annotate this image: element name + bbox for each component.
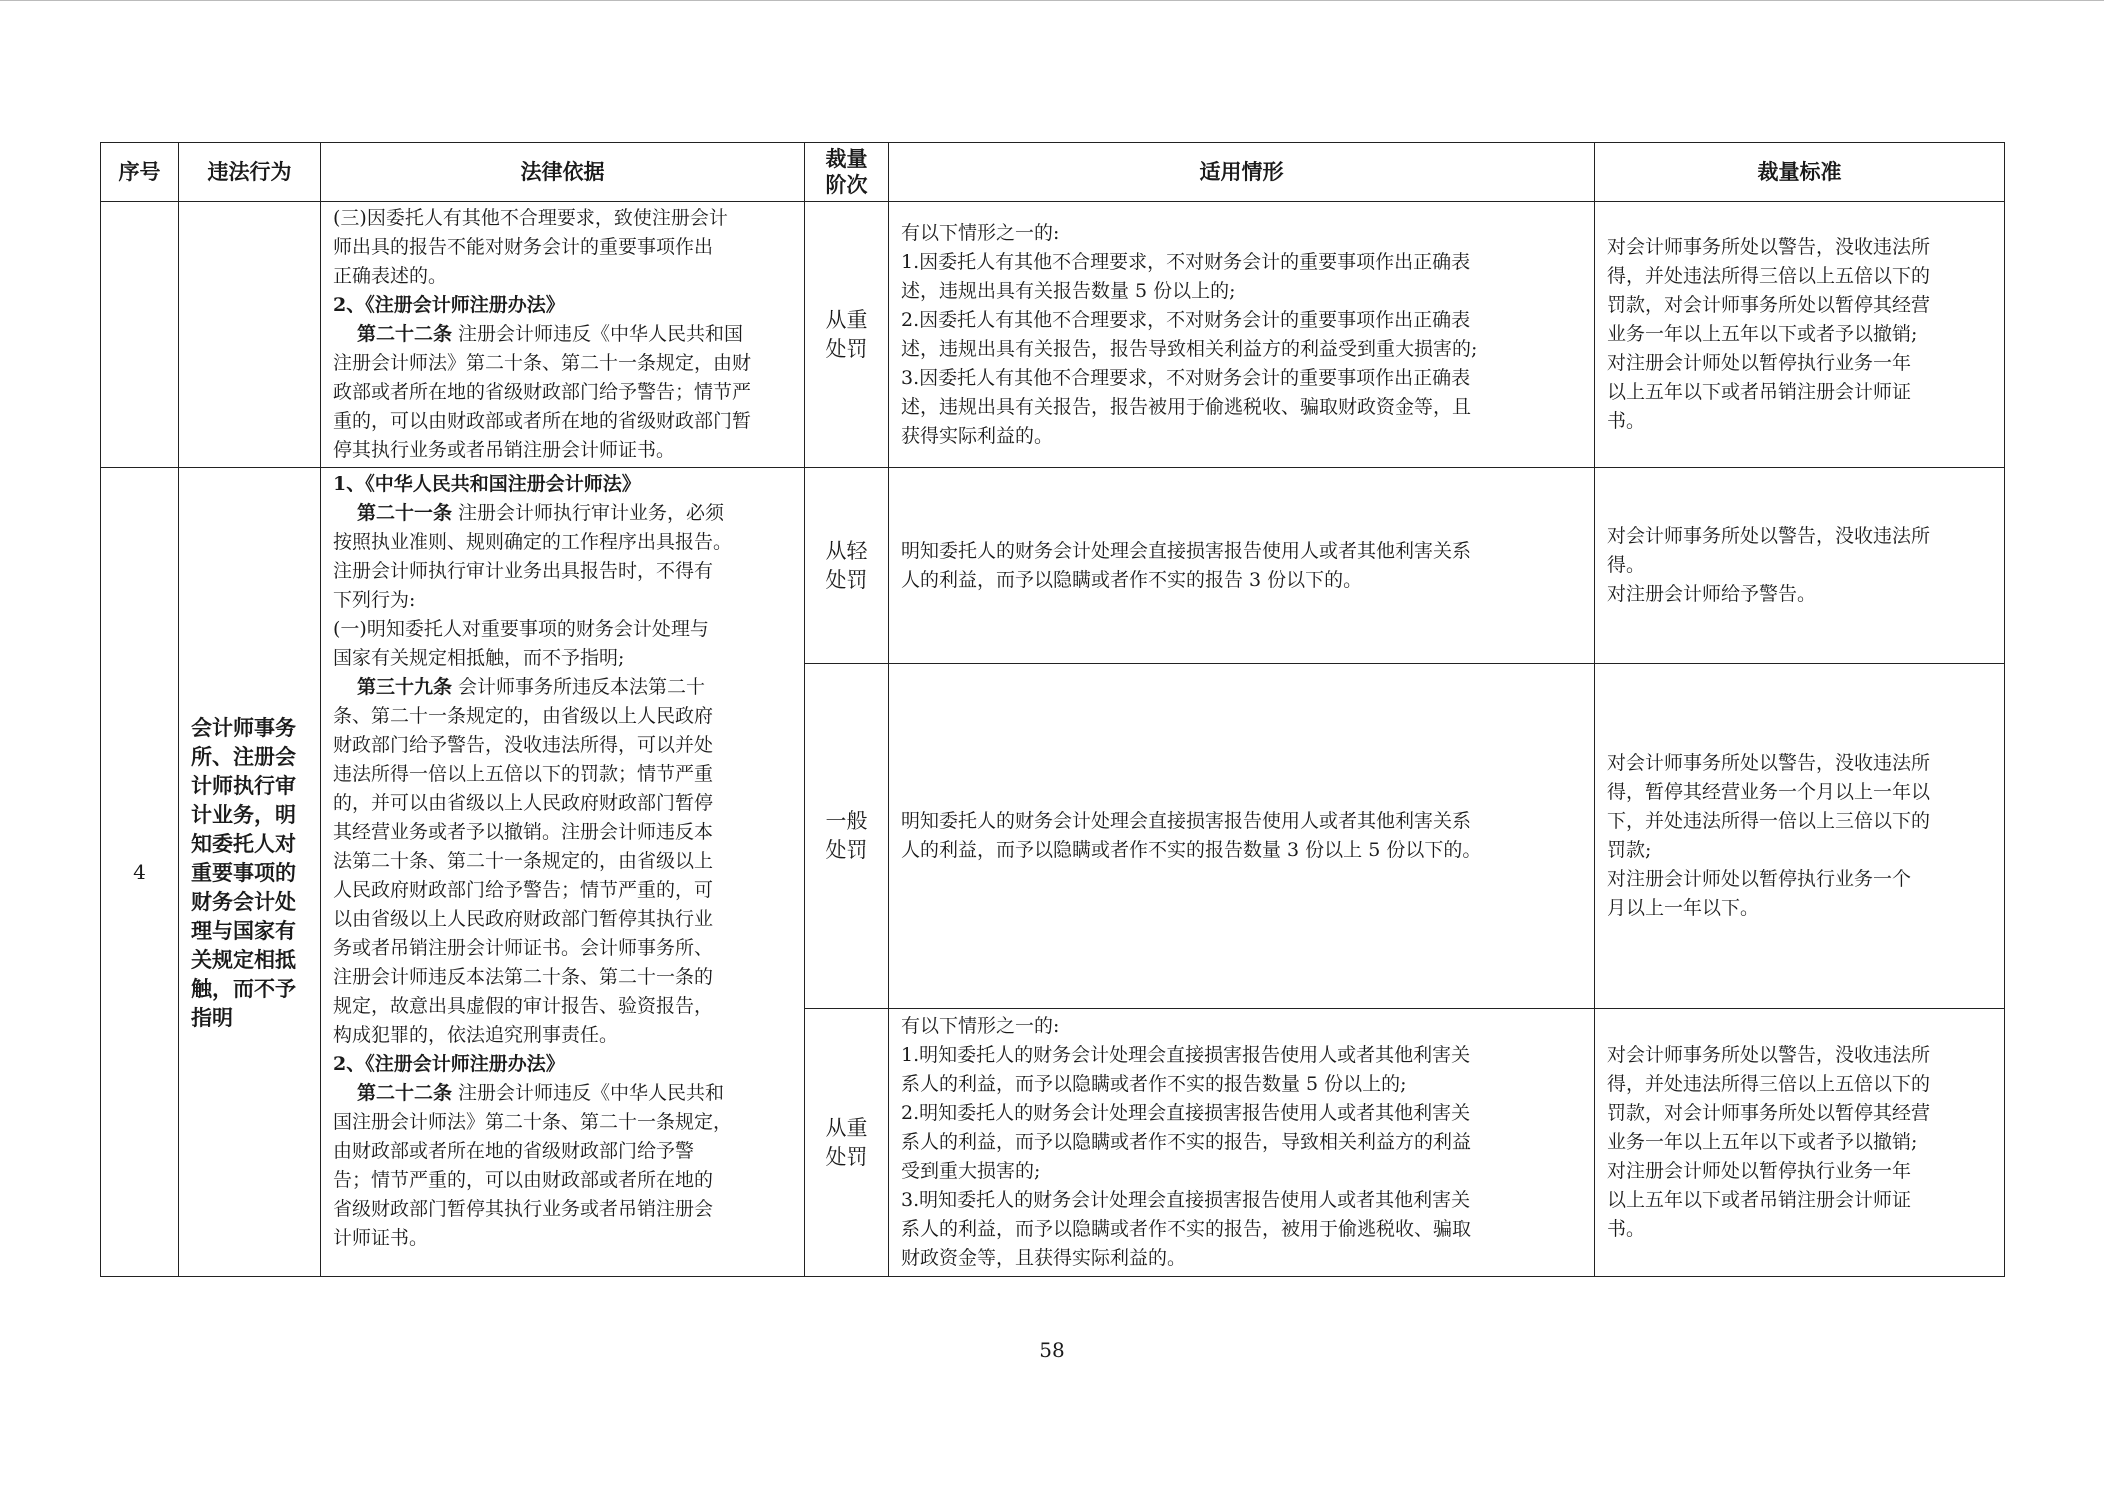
situation-line: 系人的利益，而予以隐瞒或者作不实的报告，导致相关利益方的利益 [901, 1131, 1472, 1153]
level-line2: 处罚 [825, 567, 868, 592]
cell-standard-light [1595, 468, 2005, 664]
standard-line: 对注册会计师处以暂停执行业务一年 [1607, 352, 1912, 374]
level-line1: 从轻 [825, 538, 868, 563]
standard-line: 以上五年以下或者吊销注册会计师证 [1607, 1189, 1912, 1211]
situation-text [889, 804, 1594, 868]
standard-line: 对注册会计师处以暂停执行业务一个 [1607, 868, 1912, 890]
legal-line: 注册会计师执行审计业务出具报告时，不得有 [333, 560, 714, 582]
legal-line: 法第二十条、第二十一条规定的，由省级以上 [333, 850, 714, 872]
legal-line: 财政部门给予警告，没收违法所得，可以并处 [333, 734, 714, 756]
standard-line: 罚款; [1607, 839, 1652, 861]
legal-line: 违法所得一倍以上五倍以下的罚款；情节严重 [333, 763, 714, 785]
behavior-line: 会计师事务 [191, 714, 296, 740]
standard-text [1595, 1038, 2004, 1247]
header-behavior: 违法行为 [179, 143, 321, 202]
article-text: 注册会计师违反《中华人民共和国 [452, 323, 744, 345]
level-line1: 一般 [825, 809, 868, 833]
legal-line: 正确表述的。 [333, 265, 448, 287]
cell-no: 4 [101, 468, 179, 1277]
legal-line: 重的，可以由财政部或者所在地的省级财政部门暂 [333, 410, 752, 432]
legal-line: 其经营业务或者予以撤销。注册会计师违反本 [333, 821, 714, 843]
article-number: 第三十九条 [357, 676, 453, 698]
legal-line: 下列行为: [333, 589, 416, 611]
behavior-line: 关规定相抵 [191, 946, 296, 972]
situation-line: 财政资金等，且获得实际利益的。 [901, 1247, 1187, 1269]
article-text: 注册会计师执行审计业务，必须 [452, 502, 725, 524]
behavior-line: 计师执行审 [191, 772, 296, 798]
behavior-text [179, 713, 320, 1032]
legal-title: 2、《注册会计师注册办法》 [333, 294, 565, 316]
situation-line: 系人的利益，而予以隐瞒或者作不实的报告，被用于偷逃税收、骗取 [901, 1218, 1472, 1240]
behavior-line: 指明 [191, 1004, 233, 1030]
legal-line: 条、第二十一条规定的，由省级以上人民政府 [333, 705, 714, 727]
situation-line: 2.明知委托人的财务会计处理会直接损害报告使用人或者其他利害关 [901, 1102, 1471, 1124]
cell-standard [1595, 202, 2005, 468]
legal-text [321, 468, 804, 1255]
standard-line: 业务一年以上五年以下或者予以撤销; [1607, 1131, 1918, 1153]
situation-line: 1.明知委托人的财务会计处理会直接损害报告使用人或者其他利害关 [901, 1044, 1471, 1066]
header-no: 序号 [101, 143, 179, 202]
standard-line: 对注册会计师给予警告。 [1607, 583, 1817, 605]
cell-behavior-empty [179, 202, 321, 468]
article-text: 注册会计师违反《中华人民共和 [452, 1082, 725, 1104]
standard-line: 对会计师事务所处以警告，没收违法所 [1607, 236, 1931, 258]
article-number: 第二十二条 [357, 1082, 453, 1104]
situation-line: 明知委托人的财务会计处理会直接损害报告使用人或者其他利害关系 [901, 539, 1472, 562]
standard-line: 罚款，对会计师事务所处以暂停其经营 [1607, 1102, 1931, 1124]
legal-line: 人民政府财政部门给予警告；情节严重的，可 [333, 879, 714, 901]
legal-line: 按照执业准则、规则确定的工作程序出具报告。 [333, 531, 733, 553]
legal-line: 停其执行业务或者吊销注册会计师证书。 [333, 439, 676, 461]
standard-line: 下，并处违法所得一倍以上三倍以下的 [1607, 810, 1931, 832]
legal-line: 国注册会计师法》第二十条、第二十一条规定， [333, 1111, 733, 1133]
table-row-continued [101, 202, 2005, 468]
legal-line: 师出具的报告不能对财务会计的重要事项作出 [333, 236, 714, 258]
standard-line: 得，并处违法所得三倍以上五倍以下的 [1607, 265, 1931, 287]
cell-no-empty [101, 202, 179, 468]
situation-line: 有以下情形之一的: [901, 221, 1060, 244]
standard-line: 对会计师事务所处以警告，没收违法所 [1607, 752, 1931, 774]
cell-level-general [805, 664, 889, 1009]
legal-line: 由财政部或者所在地的省级财政部门给予警 [333, 1140, 695, 1162]
situation-line: 获得实际利益的。 [901, 424, 1054, 447]
cell-situation [889, 202, 1595, 468]
standard-line: 业务一年以上五年以下或者予以撤销; [1607, 323, 1918, 345]
level-line2: 处罚 [825, 1144, 868, 1169]
legal-line: 的，并可以由省级以上人民政府财政部门暂停 [333, 792, 714, 814]
page-number: 58 [1039, 1338, 1065, 1362]
situation-line: 2.因委托人有其他不合理要求，不对财务会计的重要事项作出正确表 [901, 308, 1471, 331]
article-text: 会计师事务所违反本法第二十 [452, 676, 706, 698]
situation-line: 人的利益，而予以隐瞒或者作不实的报告数量 3 份以上 5 份以下的。 [901, 839, 1482, 861]
header-standard: 裁量标准 [1595, 143, 2005, 202]
situation-line: 述，违规出具有关报告数量 5 份以上的; [901, 279, 1236, 302]
standard-line: 月以上一年以下。 [1607, 897, 1760, 919]
legal-line: 政部或者所在地的省级财政部门给予警告；情节严 [333, 381, 752, 403]
cell-legal-basis [321, 468, 805, 1277]
behavior-line: 重要事项的 [191, 859, 296, 885]
situation-line: 1.因委托人有其他不合理要求，不对财务会计的重要事项作出正确表 [901, 250, 1471, 273]
standard-line: 罚款，对会计师事务所处以暂停其经营 [1607, 294, 1931, 316]
situation-line: 3.明知委托人的财务会计处理会直接损害报告使用人或者其他利害关 [901, 1189, 1471, 1211]
article-number: 第二十一条 [357, 502, 453, 524]
behavior-line: 财务会计处 [191, 888, 296, 914]
level-line1: 从重 [825, 307, 868, 332]
legal-line: 计师证书。 [333, 1227, 429, 1249]
table-header-row [101, 143, 2005, 202]
situation-text [889, 1009, 1594, 1276]
cell-situation-light [889, 468, 1595, 664]
legal-line: 注册会计师法》第二十条、第二十一条规定，由财 [333, 352, 752, 374]
legal-article [333, 320, 792, 349]
cell-level-heavy [805, 1009, 889, 1277]
behavior-line: 知委托人对 [191, 830, 296, 856]
legal-line: 省级财政部门暂停其执行业务或者吊销注册会 [333, 1198, 714, 1220]
standard-line: 对会计师事务所处以警告，没收违法所 [1607, 1044, 1931, 1066]
header-legal-basis: 法律依据 [321, 143, 805, 202]
header-level [805, 143, 889, 202]
header-level-line1: 裁量 [825, 146, 868, 171]
cell-level-light [805, 468, 889, 664]
cell-legal-basis [321, 202, 805, 468]
cell-level [805, 202, 889, 468]
standard-line: 对注册会计师处以暂停执行业务一年 [1607, 1160, 1912, 1182]
legal-line: 以由省级以上人民政府财政部门暂停其执行业 [333, 908, 714, 930]
legal-line: 告；情节严重的，可以由财政部或者所在地的 [333, 1169, 714, 1191]
situation-line: 受到重大损害的; [901, 1160, 1041, 1182]
situation-line: 系人的利益，而予以隐瞒或者作不实的报告数量 5 份以上的; [901, 1073, 1407, 1095]
behavior-line: 理与国家有 [191, 917, 296, 943]
legal-title: 1、《中华人民共和国注册会计师法》 [333, 473, 641, 495]
behavior-line: 所、注册会 [191, 743, 296, 769]
legal-article [333, 499, 792, 528]
situation-line: 述，违规出具有关报告，报告被用于偷逃税收、骗取财政资金等，且 [901, 395, 1472, 418]
legal-article [333, 673, 792, 702]
article-number: 第二十二条 [357, 323, 453, 345]
legal-text [321, 202, 804, 467]
standard-line: 得，并处违法所得三倍以上五倍以下的 [1607, 1073, 1931, 1095]
level-line1: 从重 [825, 1115, 868, 1140]
situation-text [889, 216, 1594, 454]
situation-text [889, 534, 1594, 598]
behavior-line: 触，而不予 [191, 975, 296, 1001]
standard-line: 书。 [1607, 410, 1646, 432]
situation-line: 明知委托人的财务会计处理会直接损害报告使用人或者其他利害关系 [901, 810, 1472, 832]
level-line2: 处罚 [825, 838, 868, 862]
situation-line: 述，违规出具有关报告，报告导致相关利益方的利益受到重大损害的; [901, 337, 1478, 360]
legal-line: (三)因委托人有其他不合理要求，致使注册会计 [333, 207, 728, 229]
situation-line: 人的利益，而予以隐瞒或者作不实的报告 3 份以下的。 [901, 568, 1363, 591]
level-line2: 处罚 [825, 336, 868, 361]
table-row-4-light [101, 468, 2005, 664]
cell-situation-heavy [889, 1009, 1595, 1277]
standard-text [1595, 519, 2004, 612]
header-level-line2: 阶次 [825, 172, 868, 197]
behavior-line: 计业务，明 [191, 801, 296, 827]
standard-line: 书。 [1607, 1218, 1646, 1240]
cell-situation-general [889, 664, 1595, 1009]
standard-line: 以上五年以下或者吊销注册会计师证 [1607, 381, 1912, 403]
legal-line: 注册会计师违反本法第二十条、第二十一条的 [333, 966, 714, 988]
legal-line: 务或者吊销注册会计师证书。会计师事务所、 [333, 937, 714, 959]
legal-line: 构成犯罪的，依法追究刑事责任。 [333, 1024, 619, 1046]
legal-line: (一)明知委托人对重要事项的财务会计处理与 [333, 618, 709, 640]
legal-line: 国家有关规定相抵触，而不予指明; [333, 647, 625, 669]
legal-article [333, 1079, 792, 1108]
standard-line: 得，暂停其经营业务一个月以上一年以 [1607, 781, 1931, 803]
penalty-discretion-table [100, 142, 2005, 1277]
page-top-border [0, 0, 2104, 1]
standard-text [1595, 230, 2004, 439]
situation-line: 3.因委托人有其他不合理要求，不对财务会计的重要事项作出正确表 [901, 366, 1471, 389]
cell-standard-general [1595, 664, 2005, 1009]
standard-text [1595, 746, 2004, 926]
standard-line: 得。 [1607, 554, 1646, 576]
legal-title: 2、《注册会计师注册办法》 [333, 1053, 565, 1075]
situation-line: 有以下情形之一的: [901, 1015, 1060, 1037]
legal-line: 规定，故意出具虚假的审计报告、验资报告， [333, 995, 714, 1017]
standard-line: 对会计师事务所处以警告，没收违法所 [1607, 525, 1931, 547]
header-situation: 适用情形 [889, 143, 1595, 202]
cell-behavior [179, 468, 321, 1277]
cell-standard-heavy [1595, 1009, 2005, 1277]
